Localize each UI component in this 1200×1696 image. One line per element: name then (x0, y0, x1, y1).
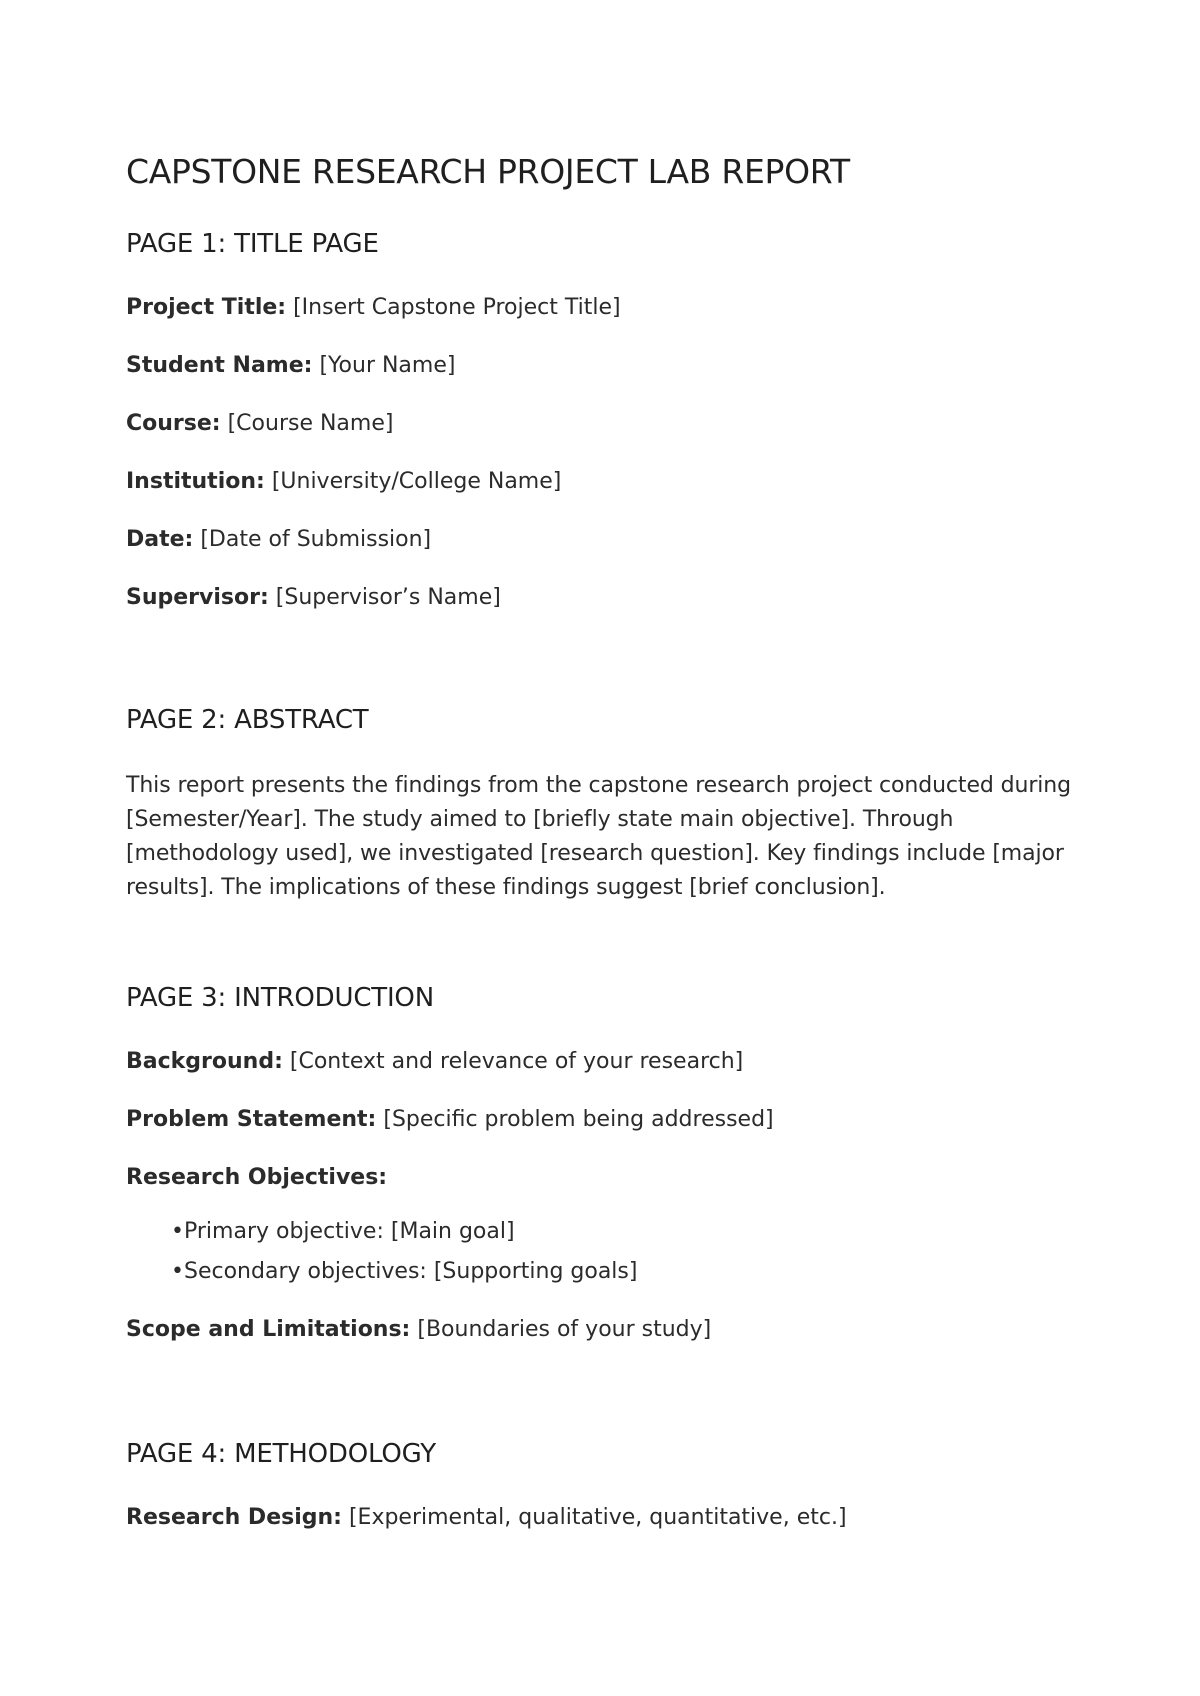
student-name-field (126, 351, 1074, 381)
abstract-heading: PAGE 2: ABSTRACT (126, 705, 369, 735)
field-label: Institution: (126, 469, 265, 494)
research-design-field (126, 1503, 1074, 1533)
scope-field (126, 1315, 1074, 1345)
abstract-section (126, 705, 1074, 905)
title-page-heading: PAGE 1: TITLE PAGE (126, 229, 379, 259)
objective-text: Primary objective: [Main goal] (184, 1219, 515, 1244)
field-label: Research Design: (126, 1505, 342, 1530)
section-spacer (126, 1373, 1074, 1439)
field-value: [University/College Name] (271, 469, 562, 494)
title-page-section (126, 229, 1074, 613)
research-objectives-label (126, 1163, 1074, 1193)
introduction-section (126, 983, 1074, 1345)
field-label: Date: (126, 527, 194, 552)
course-field (126, 409, 1074, 439)
document-title: CAPSTONE RESEARCH PROJECT LAB REPORT (126, 152, 850, 191)
objective-text: Secondary objectives: [Supporting goals] (184, 1259, 638, 1284)
bullet-icon: • (171, 1219, 184, 1244)
field-label: Problem Statement: (126, 1107, 377, 1132)
field-label: Student Name: (126, 353, 313, 378)
field-label: Scope and Limitations: (126, 1317, 411, 1342)
section-spacer (126, 905, 1074, 983)
field-label: Background: (126, 1049, 283, 1074)
field-value: [Supervisor’s Name] (275, 585, 501, 610)
field-label: Supervisor: (126, 585, 269, 610)
project-title-field (126, 293, 1074, 323)
institution-field (126, 467, 1074, 497)
bullet-icon: • (171, 1259, 184, 1284)
field-label: Course: (126, 411, 221, 436)
field-value: [Date of Submission] (200, 527, 432, 552)
list-item (171, 1257, 1074, 1287)
supervisor-field (126, 583, 1074, 613)
field-value: [Experimental, qualitative, quantitative, etc.] (348, 1505, 847, 1530)
problem-statement-field (126, 1105, 1074, 1135)
introduction-heading: PAGE 3: INTRODUCTION (126, 983, 434, 1013)
field-value: [Context and relevance of your research] (289, 1049, 744, 1074)
field-value: [Specific problem being addressed] (383, 1107, 774, 1132)
date-field (126, 525, 1074, 555)
field-label: Project Title: (126, 295, 287, 320)
methodology-heading: PAGE 4: METHODOLOGY (126, 1439, 436, 1469)
field-value: [Boundaries of your study] (417, 1317, 712, 1342)
objectives-list (126, 1217, 1074, 1287)
section-spacer (126, 641, 1074, 705)
abstract-text: This report presents the findings from the capstone research project conducted during [Semester/Year]. The study aimed to [briefly state main objective]. Through [methodology used], we investigated [research question]. Key findings include [major results]. The implications of these findings suggest [brief conclusion]. (126, 773, 1072, 900)
field-value: [Insert Capstone Project Title] (293, 295, 621, 320)
methodology-section (126, 1439, 1074, 1533)
background-field (126, 1047, 1074, 1077)
field-label: Research Objectives: (126, 1165, 388, 1190)
field-value: [Course Name] (227, 411, 394, 436)
list-item (171, 1217, 1074, 1247)
field-value: [Your Name] (319, 353, 456, 378)
